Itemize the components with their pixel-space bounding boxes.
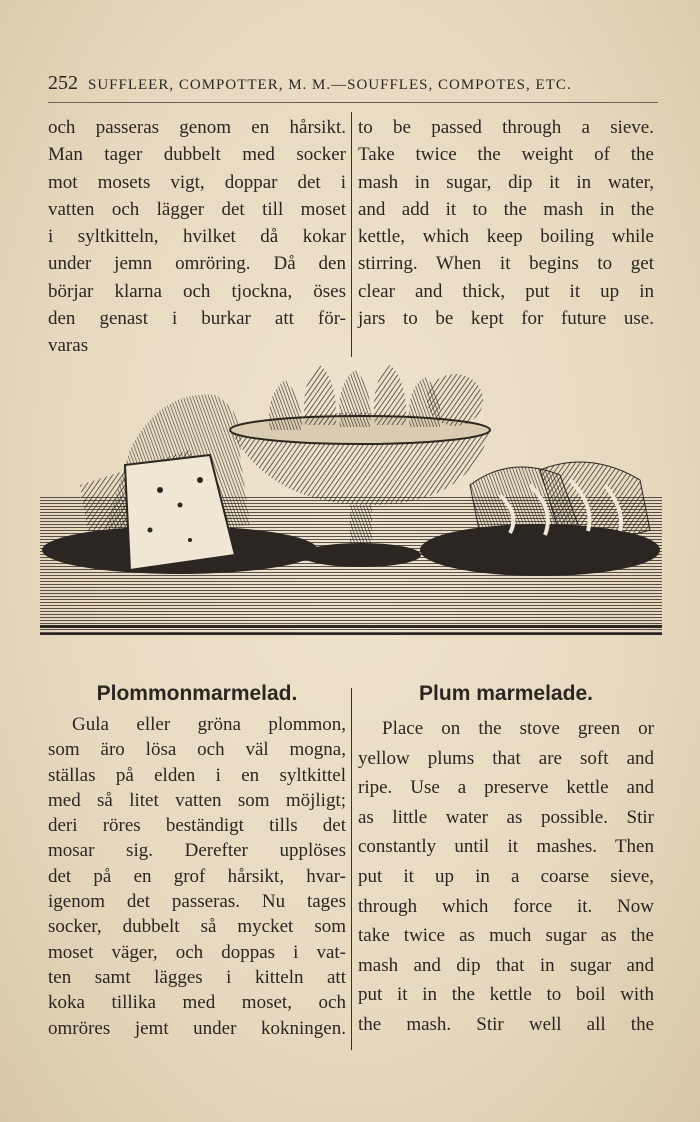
text-line: ripe. Use a preserve kettle and (358, 777, 654, 799)
text-line: Gula eller gröna plommon, (72, 714, 346, 735)
text-line: put it up in a coarse sieve, (358, 865, 654, 887)
text-line: clear and thick, put it up in (358, 280, 654, 302)
text-line: socker, dubbelt så mycket som (48, 916, 346, 938)
text-line: mash in sugar, dip it in water, (358, 171, 654, 193)
text-line: Take twice the weight of the (358, 144, 654, 166)
text-line: igenom det passeras. Nu tages (48, 891, 346, 913)
text-line: to be passed through a sieve. (358, 117, 654, 138)
running-title: SUFFLEER, COMPOTTER, M. M.—SOUFFLES, COMPOTES, ETC. (88, 77, 572, 93)
text-line: deri röres beständigt tills det (48, 815, 346, 837)
text-line: the mash. Stir well all the (358, 1013, 654, 1035)
text-line: det på en grof hårsikt, hvar- (48, 865, 346, 887)
running-header (48, 72, 658, 103)
page-number: 252 (48, 72, 78, 94)
text-line: under jemn omröring. Då den (48, 253, 346, 275)
text-line: i syltkitteln, hvilket då kokar (48, 226, 346, 248)
swedish-recipe-title: Plommonmarmelad. (96, 682, 298, 705)
text-line: jars to be kept for future use. (358, 308, 654, 330)
plum-english-column (358, 714, 654, 1040)
top-swedish-column (48, 114, 346, 360)
top-english-column (358, 114, 654, 332)
text-line: som äro lösa och väl mogna, (48, 739, 346, 761)
text-line: Place on the stove green or (382, 718, 654, 739)
english-recipe-title: Plum marmelade. (419, 682, 593, 705)
text-line: ten samt lägges i kitteln att (48, 966, 346, 988)
text-line: constantly until it mashes. Then (358, 836, 654, 858)
text-line: through which force it. Now (358, 895, 654, 917)
text-line: och passeras genom en hårsikt. (48, 117, 346, 138)
text-line: mot mosets vigt, doppar det i (48, 171, 346, 193)
text-line: ställas på elden i en syltkittel (48, 764, 346, 786)
text-line: med så litet vatten som möjligt; (48, 789, 346, 811)
text-line: mash and dip that in sugar and (358, 954, 654, 976)
text-line: moset väger, och doppas i vat- (48, 941, 346, 963)
text-line: Man tager dubbelt med socker (48, 144, 346, 166)
column-divider (351, 688, 352, 1050)
text-line: den genast i burkar att för- (48, 308, 346, 330)
text-line: koka tillika med moset, och (48, 992, 346, 1014)
text-line: vatten och lägger det till moset (48, 198, 346, 220)
text-line: börjar klarna och tjockna, öses (48, 280, 346, 302)
text-line: yellow plums that are soft and (358, 747, 654, 769)
text-line: take twice as much sugar as the (358, 925, 654, 947)
text-line: omröres jemt under kokningen. (48, 1017, 346, 1039)
fruit-bowl-illustration (40, 355, 662, 640)
column-divider (351, 112, 352, 357)
text-line: varas (48, 335, 89, 357)
plum-swedish-column (48, 712, 346, 1041)
text-line: kettle, which keep boiling while (358, 226, 654, 248)
text-line: mosar sig. Derefter upplöses (48, 840, 346, 862)
text-line: stirring. When it begins to get (358, 253, 654, 275)
text-line: as little water as possible. Stir (358, 806, 654, 828)
text-line: put it in the kettle to boil with (358, 984, 654, 1006)
text-line: and add it to the mash in the (358, 198, 654, 220)
